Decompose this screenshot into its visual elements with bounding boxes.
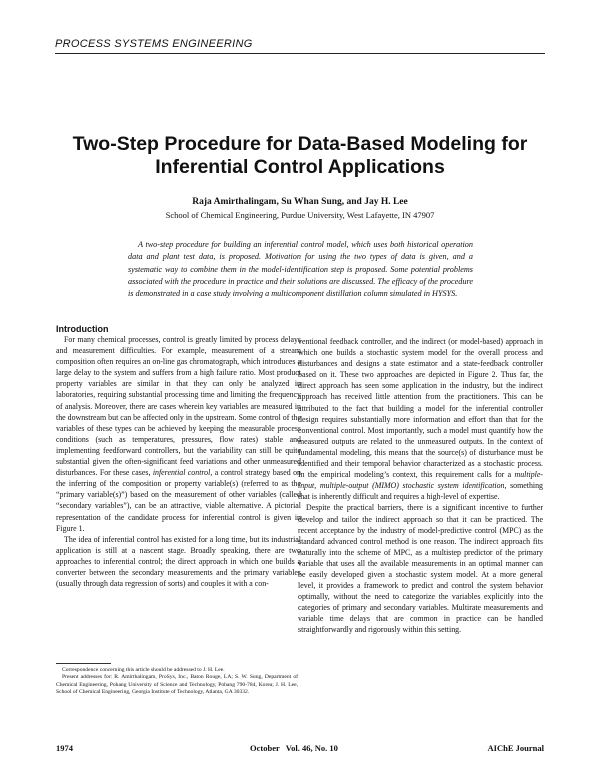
- intro-paragraph-4: Despite the practical barriers, there is a significant incentive to further develop and tailor the indirect approach so that it can be practiced. The recent acceptance by the industry of model-predictive control (MPC) as the standard advanced control method is one reason. The indirect approach fits naturally into the scheme of MPC, as a multistep predictor of the primary variable that uses all the available measurements in an optimal manner can be easily developed given a stochastic system model. At a more general level, it provides a framework to predict and control the system behavior optimally, without the need to categorize the variables explicitly into the categories of primary and secondary variables. Multirate measurements and variable time delays that are common in practice can be handled straightforwardly and rigorously within this setting.: [298, 503, 543, 635]
- footnote: [56, 667, 298, 697]
- article-title: [40, 133, 560, 179]
- authors: Raja Amirthalingam, Su Whan Sung, and Jay H. Lee: [192, 197, 408, 207]
- intro-paragraph-1: For many chemical processes, control is greatly limited by process delays and measurement difficulties. For example, measurement of a stream composition often requires an on-line gas chromatograph, which introduces a large delay to the system and suffers from a high failure ratio. Most product property variables are similar in that they can only be analyzed in laboratories, requiring substantial processing time and limiting the frequency of analysis. Moreover, there are cases wherein key variables are measured in the downstream but can be affected only in the upstream. Some control of the variables of these types can be achieved by keeping the measurable process conditions (such as temperatures, pressures, flow rates) stable and implementing feedforward controllers, but the variability can still be quite substantial given the often-significant feed variations and other unmeasured disturbances. For these cases, inferential control, a control strategy based on the inferring of the composition or property variable(s) (referred to as the “primary variable(s)”) based on the measurement of other variables (called “secondary variables”), can be an attractive, viable alternative. A pictorial representation of the candidate process for inferential control is given in Figure 1.: [56, 335, 301, 533]
- affiliation: School of Chemical Engineering, Purdue University, West Lafayette, IN 47907: [165, 210, 435, 220]
- footnote-rule: [56, 663, 111, 664]
- intro-paragraph-2: The idea of inferential control has existed for a long time, but its industrial application is still at a nascent stage. Broadly speaking, there are two approaches to inferential control; the direct approach in which one builds a converter between the secondary measurements and the primary variables (usually through data regression of sorts) and couples it with a con-: [56, 534, 301, 589]
- issue-info: October Vol. 46, No. 10: [250, 743, 338, 753]
- footnote-correspondence: Correspondence concerning this article should be addressed to J. H. Lee.: [62, 667, 225, 673]
- journal-name: AIChE Journal: [487, 743, 544, 753]
- header-rule: [55, 53, 545, 54]
- intro-paragraph-3: ventional feedback controller, and the indirect (or model-based) approach in which one builds a stochastic system model for the overall process and disturbances and designs a state estimator and a state-feedback controller based on it. These two approaches are depicted in Figure 2. Thus far, the direct approach has seen some application in the industry, but the indirect approach has received little attention from the practitioners. This can be attributed to the fact that building a model for the inferential controller design requires substantially more information and effort than that for the conventional control. Most importantly, such a model must quantify how the measured outputs are related to the unmeasured outputs. In the context of fundamental modeling, this means that the source(s) of disturbance must be identified and their temporal behavior characterized as a stochastic process. In the empirical modeling’s context, this requirement calls for a multiple-input, multiple-output (MIMO) stochastic system identification, something that is inherently difficult and requires a high-level of expertise.: [298, 337, 543, 502]
- title-line-2: Inferential Control Applications: [155, 156, 445, 178]
- page-number: 1974: [56, 743, 73, 753]
- footnote-addresses: Present addresses for: R. Amirthalingam, ProSys, Inc., Baton Rouge, LA; S. W. Sung, Department of Chemical Engineering, Pohang University of Science and Technology, Pohang 790-784, Korea; J. H. Lee, School of Chemical Engineering, Georgia Institute of Technology, Atlanta, GA 30332.: [56, 674, 298, 696]
- section-header: PROCESS SYSTEMS ENGINEERING: [55, 38, 253, 50]
- introduction-heading: Introduction: [56, 324, 109, 334]
- abstract: A two-step procedure for building an inferential control model, which uses both historical operation data and plant test data, is proposed. Motivation for using the two types of data is given, and a systematic way to combine them in the model-identification step is proposed. Some potential problems associated with the procedure in practice and their solutions are discussed. The efficacy of the procedure is demonstrated in a case study involving a multicomponent distillation column simulated in HYSYS.: [128, 240, 473, 299]
- right-column: [298, 336, 543, 636]
- title-line-1: Two-Step Procedure for Data-Based Modeling for: [72, 133, 528, 155]
- left-column: [56, 334, 301, 589]
